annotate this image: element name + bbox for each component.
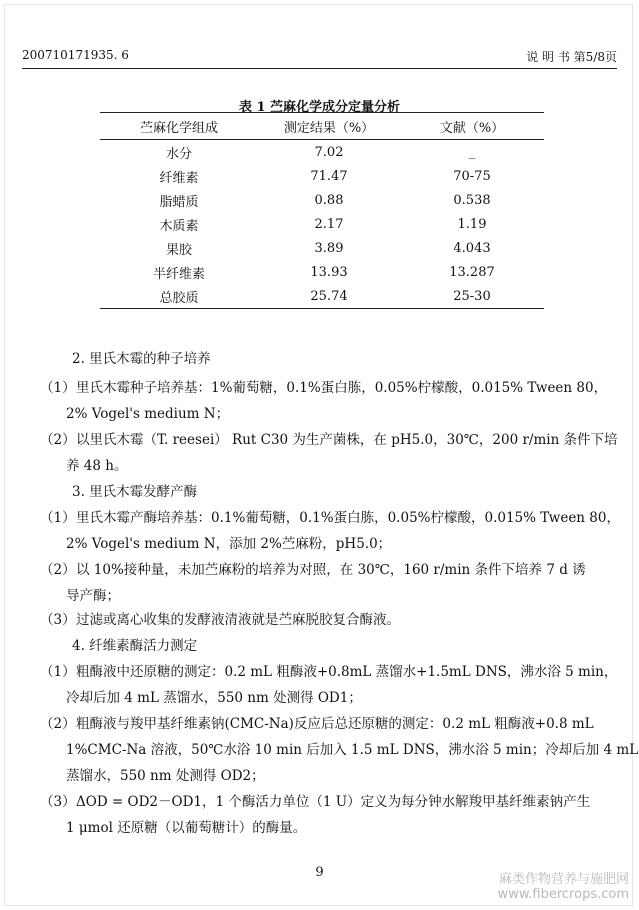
table-cell: 4.043 <box>453 240 491 256</box>
paragraph-text: 以里氏木霉（T. reesei） Rut C30 为生产菌株，在 pH5.0，30℃，200 r/min 条件下培 <box>76 432 618 448</box>
paragraph-4-1 <box>40 660 617 680</box>
watermark-url: www.fibercrops.com <box>497 887 629 902</box>
item-number: （3） <box>40 794 76 810</box>
paragraph-text: ΔOD = OD2－OD1，1 个酶活力单位（1 U）定义为每分钟水解羧甲基纤维素钠产生 <box>76 794 591 810</box>
table-header-row <box>100 113 544 140</box>
paragraph-text: 粗酶液与羧甲基纤维素钠(CMC-Na)反应后总还原糖的测定：0.2 mL 粗酶液+0.8 mL <box>76 716 594 732</box>
item-number: （1） <box>40 664 76 680</box>
watermark-site-name: 麻类作物营养与施肥网 <box>498 872 629 887</box>
table-cell: 0.88 <box>314 192 344 208</box>
table-cell: 3.89 <box>314 240 344 256</box>
paragraph-4-2 <box>40 712 594 732</box>
paragraph-4-2-cont: 1%CMC-Na 溶液，50℃水浴 10 min 后加入 1.5 mL DNS，沸水浴 5 min；冷却后加 4 mL <box>66 742 639 758</box>
paragraph-text: 里氏木霉种子培养基：1%葡萄糖，0.1%蛋白胨，0.05%柠檬酸，0.015% Tween 80， <box>76 380 608 396</box>
paragraph-3-1-cont: 2% Vogel's medium N，添加 2%苎麻粉，pH5.0； <box>66 536 392 552</box>
table-cell: 25-30 <box>453 288 491 304</box>
table-cell: 水分 <box>165 146 192 162</box>
paragraph-2-1-cont: 2% Vogel's medium N； <box>66 406 230 422</box>
table-cell: 13.287 <box>449 264 495 280</box>
table-cell: 脂蜡质 <box>159 194 199 210</box>
paragraph-4-2-cont2: 蒸馏水，550 nm 处测得 OD2； <box>66 768 265 784</box>
column-header: 苎麻化学组成 <box>139 120 218 136</box>
paragraph-4-3-cont: 1 μmol 还原糖（以葡萄糖计）的酶量。 <box>66 820 307 836</box>
table-cell: 13.93 <box>310 264 348 280</box>
paragraph-text: 粗酶液中还原糖的测定：0.2 mL 粗酶液+0.8mL 蒸馏水+1.5mL DNS，沸水浴 5 min， <box>76 664 618 680</box>
application-number: 200710171935. 6 <box>22 48 129 62</box>
paragraph-text: 过滤或离心收集的发酵液清液就是苎麻脱胶复合酶液。 <box>76 612 400 628</box>
table-cell: 果胶 <box>165 242 192 258</box>
table-row <box>100 260 544 284</box>
paragraph-3-2-cont: 导产酶； <box>66 588 120 604</box>
paragraph-2-1 <box>40 376 607 396</box>
paragraph-3-2 <box>40 558 586 578</box>
item-number: （1） <box>40 510 76 526</box>
site-watermark <box>498 872 629 902</box>
table-cell: 纤维素 <box>159 170 199 186</box>
paragraph-3-3 <box>40 608 400 628</box>
table-row <box>100 140 544 165</box>
table-row <box>100 188 544 212</box>
column-header: 测定结果（%） <box>283 120 375 136</box>
table-cell: 71.47 <box>310 168 348 184</box>
table-row <box>100 164 544 188</box>
table-cell: 25.74 <box>310 288 348 304</box>
paragraph-2-2 <box>40 428 618 448</box>
paragraph-4-3 <box>40 790 590 810</box>
paragraph-3-1 <box>40 506 620 526</box>
paragraph-2-2-cont: 养 48 h。 <box>66 458 128 474</box>
document-header <box>22 42 617 69</box>
page-number: 9 <box>315 865 324 880</box>
table-cell: 70-75 <box>453 168 491 184</box>
paragraph-text: 以 10%接种量，未加苎麻粉的培养为对照，在 30℃，160 r/min 条件下培养 7 d 诱 <box>76 562 586 578</box>
paragraph-4-1-cont: 冷却后加 4 mL 蒸馏水，550 nm 处测得 OD1； <box>66 690 362 706</box>
paragraph-text: 里氏木霉产酶培养基：0.1%葡萄糖，0.1%蛋白胨，0.05%柠檬酸，0.015% Tween 80， <box>76 510 620 526</box>
table-cell: 半纤维素 <box>152 266 205 282</box>
item-number: （3） <box>40 612 76 628</box>
section-heading-3: 3. 里氏木霉发酵产酶 <box>72 484 198 500</box>
table-cell: 2.17 <box>314 216 344 232</box>
table-caption: 表 1 苎麻化学成分定量分析 <box>238 100 401 115</box>
column-header: 文献（%） <box>439 120 505 136</box>
section-heading-4: 4. 纤维素酶活力测定 <box>72 638 198 654</box>
table-cell: 7.02 <box>314 144 344 160</box>
table-cell: 总胶质 <box>159 290 199 306</box>
table-row <box>100 284 544 309</box>
item-number: （1） <box>40 380 76 396</box>
item-number: （2） <box>40 716 76 732</box>
table-cell: 木质素 <box>159 218 199 234</box>
table-cell: 0.538 <box>453 192 491 208</box>
table-cell: 1.19 <box>457 216 487 232</box>
table-row <box>100 236 544 260</box>
item-number: （2） <box>40 562 76 578</box>
item-number: （2） <box>40 432 76 448</box>
section-heading-2: 2. 里氏木霉的种子培养 <box>72 351 211 367</box>
table-row <box>100 212 544 236</box>
page-indicator: 说 明 书 第5/8页 <box>526 50 617 64</box>
table-cell: _ <box>468 144 476 160</box>
composition-table <box>100 112 544 309</box>
